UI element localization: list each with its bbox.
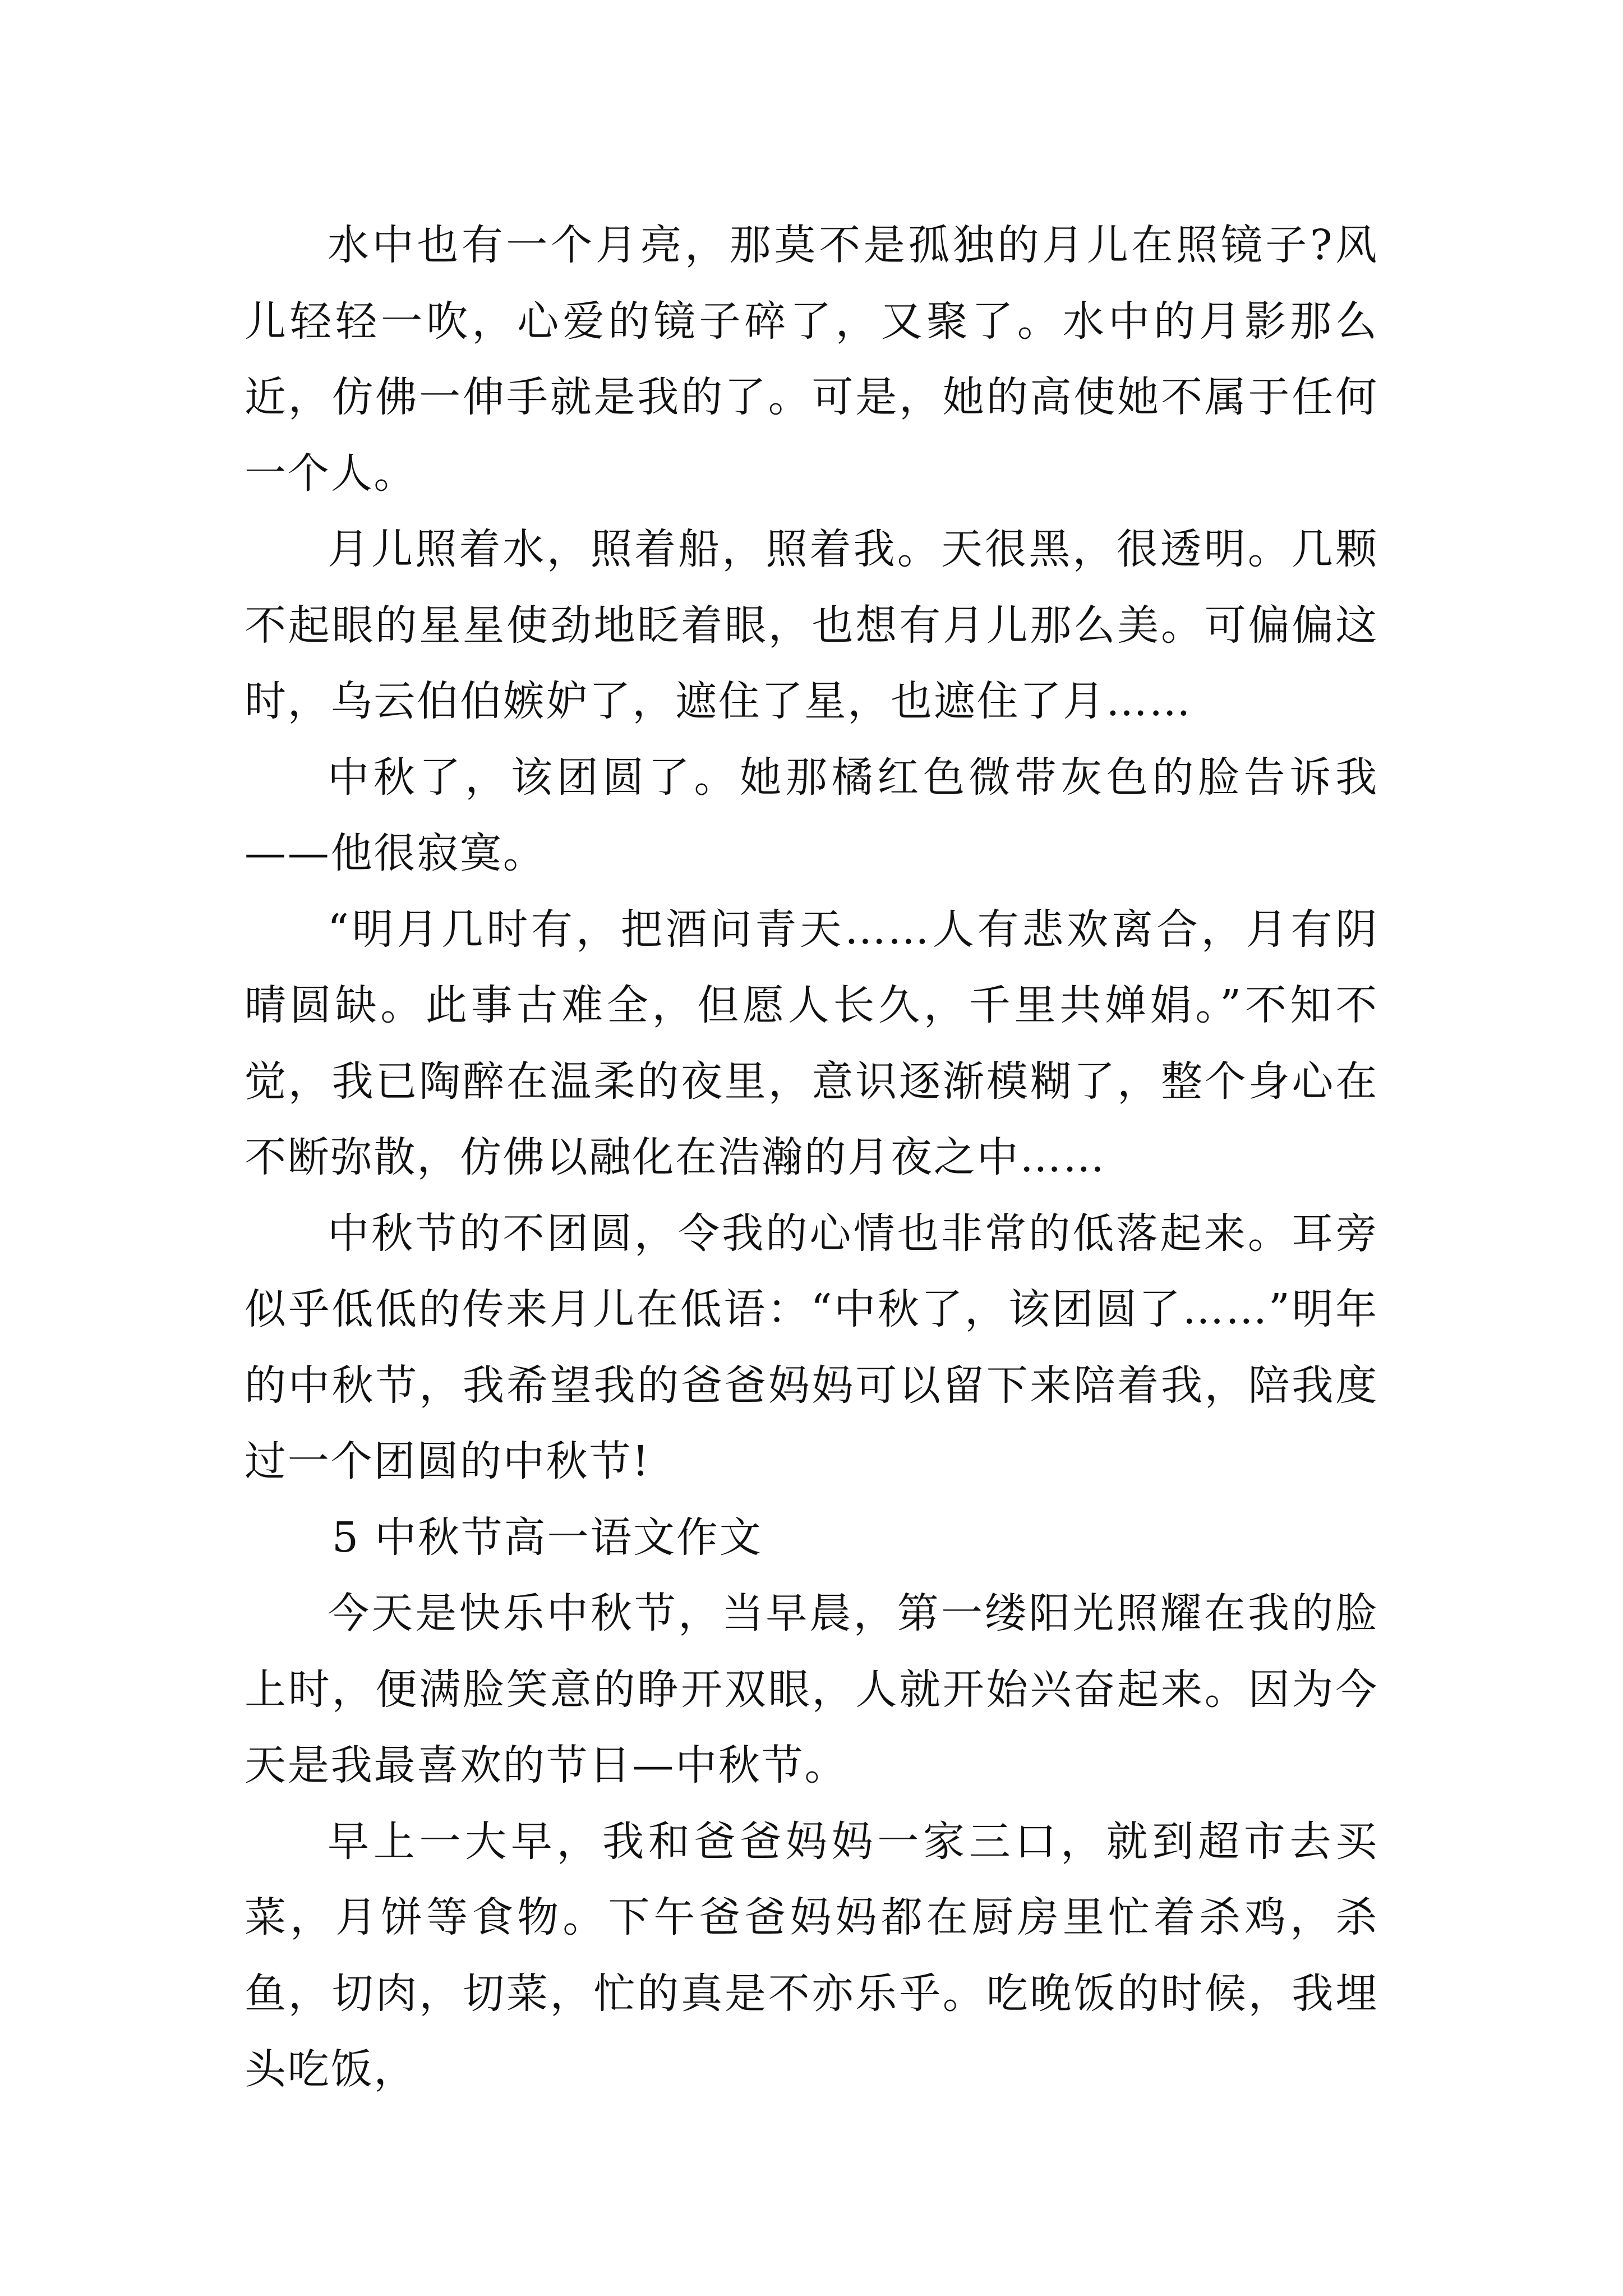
section-paragraph-1: 今天是快乐中秋节，当早晨，第一缕阳光照耀在我的脸上时，便满脸笑意的睁开双眼，人就开始兴奋起来。因为今天是我最喜欢的节日—中秋节。 bbox=[245, 1589, 1378, 1789]
section-paragraph-2: 早上一大早，我和爸爸妈妈一家三口，就到超市去买菜，月饼等食物。下午爸爸妈妈都在厨房里忙着杀鸡，杀鱼，切肉，切菜，忙的真是不亦乐乎。吃晚饭的时候，我埋头吃饭， bbox=[245, 1817, 1378, 2093]
paragraph-1: 水中也有一个月亮，那莫不是孤独的月儿在照镜子?风儿轻轻一吹，心爱的镜子碎了，又聚了。水中的月影那么近，仿佛一伸手就是我的了。可是，她的高使她不属于任何一个人。 bbox=[245, 221, 1378, 498]
document-page bbox=[245, 208, 1378, 2108]
paragraph-4: “明月几时有，把酒问青天……人有悲欢离合，月有阴晴圆缺。此事古难全，但愿人长久，千里共婵娟。”不知不觉，我已陶醉在温柔的夜里，意识逐渐模糊了，整个身心在不断弥散，仿佛以融化在浩瀚的月夜之中…… bbox=[245, 905, 1378, 1181]
paragraph-2: 月儿照着水，照着船，照着我。天很黑，很透明。几颗不起眼的星星使劲地眨着眼，也想有月儿那么美。可偏偏这时，乌云伯伯嫉妒了，遮住了星，也遮住了月…… bbox=[245, 525, 1378, 725]
paragraph-3: 中秋了，该团圆了。她那橘红色微带灰色的脸告诉我——他很寂寞。 bbox=[245, 753, 1378, 877]
section-heading: 5 中秋节高一语文作文 bbox=[332, 1513, 763, 1562]
paragraph-5: 中秋节的不团圆，令我的心情也非常的低落起来。耳旁似乎低低的传来月儿在低语：“中秋了，该团圆了……”明年的中秋节，我希望我的爸爸妈妈可以留下来陪着我，陪我度过一个团圆的中秋节! bbox=[245, 1209, 1378, 1485]
